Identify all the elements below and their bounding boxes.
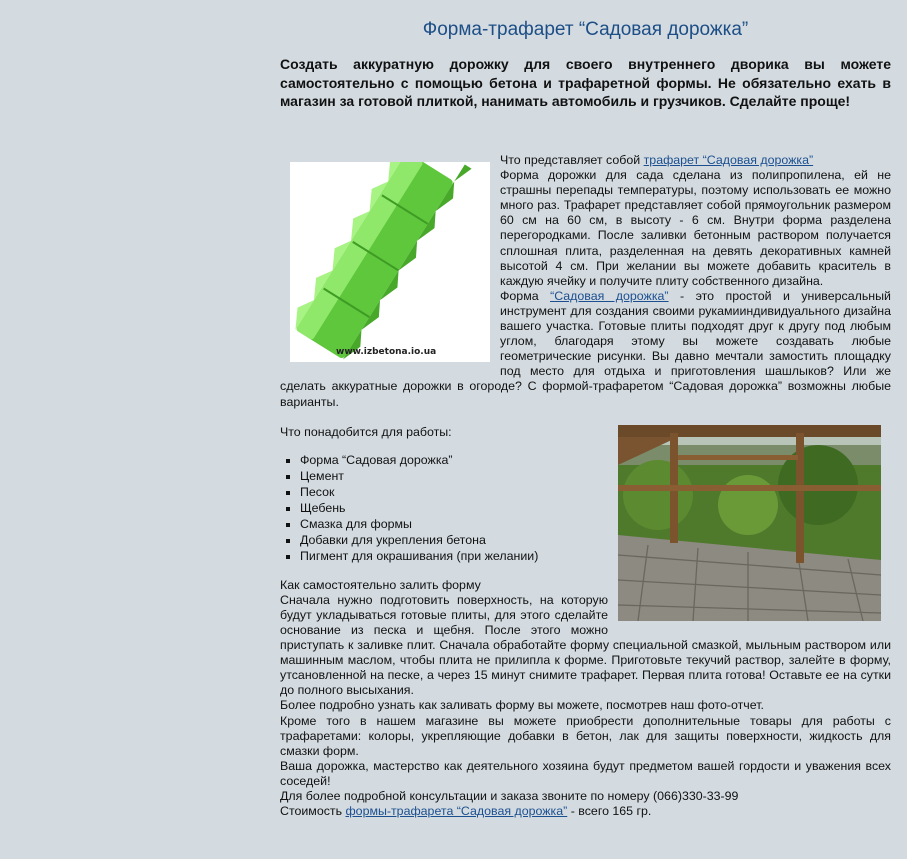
page-title: Форма-трафарет “Садовая дорожка” (422, 19, 749, 40)
list-item: ▪ Пигмент для окрашивания (при желании) (300, 548, 891, 564)
list-item: ▪ Добавки для укрепления бетона (300, 532, 891, 548)
stencil-description: Форма дорожки для сада сделана из полипропилена, ей не страшны перепады температуры, поэтому использовать ее можно много раз. Трафарет представляет собой прямоугольник размером 60 см на 60 см, в высоту - 6 см. Внутри форма разделена перегородками. После заливки бетонным раствором получается сплошная плита, разделенная на девять декоративных камней высотой 4 см. При желании вы можете добавить краситель в каждую ячейку и получите плиту собственного дизайна. (500, 168, 891, 288)
garden-photo-illustration (618, 425, 881, 621)
photo-report-note: Более подробно узнать как заливать форму вы можете, посмотрев наш фото-отчет. (280, 698, 764, 713)
article-body (280, 153, 891, 819)
price-link[interactable]: формы-трафарета “Садовая дорожка” (345, 804, 568, 819)
form-link[interactable]: “Садовая дорожка” (550, 288, 669, 303)
image-watermark: www.izbetona.io.ua (336, 346, 437, 357)
phone-text: Для более подробной консультации и заказа звоните по номеру (066)330-33-99 (280, 789, 739, 803)
price-suffix: - всего 165 гр. (567, 804, 652, 819)
form-prefix: Форма (500, 288, 551, 303)
lead-paragraph: Создать аккуратную дорожку для своего внутреннего дворика вы можете самостоятельно с помощью бетона и трафаретной формы. Не обязательно ехать в магазин за готовой плиткой, нанимать автомобиль и грузчиков. Сделайте проще! (280, 56, 891, 109)
stencil-product-image (290, 162, 490, 362)
stencil-illustration (290, 162, 490, 362)
price-prefix: Стоимость (280, 804, 346, 819)
extra-products: Кроме того в нашем магазине вы можете приобрести дополнительные товары для работы с трафаретами: колоры, укрепляющие добавки в бетон, лак для защиты поверхности, жидкость для смазки форм. (280, 713, 891, 758)
list-item: ▪ Щебень (300, 500, 891, 516)
list-item: ▪ Цемент (300, 468, 891, 484)
intro-question-text: Что представляет собой (500, 153, 644, 167)
list-item: ▪ Смазка для формы (300, 516, 891, 532)
pride-text: Ваша дорожка, мастерство как деятельного хозяина будут предметом вашей гордости и уважения всех соседей! (280, 758, 891, 788)
howto-heading: Как самостоятельно залить форму (280, 577, 481, 592)
list-item: ▪ Песок (300, 484, 891, 500)
form-text: - это простой и универсальный инструмент для создания своими рукамииндивидуального дизайна вашего участка. Готовые плиты подходят друг к другу под любым углом, благодаря этому вы можете создавать любые геометрические рисунки. Вы давно мечтали замостить площадку под место для отдыха и приготовления шашлыков? Или же сделать аккуратные дорожки в огороде? С формой-трафаретом “Садовая дорожка” возможны любые варианты. (280, 288, 891, 409)
howto-steps: Сначала нужно подготовить поверхность, на которую будут укладываться готовые плиты, для этого сделайте основание из песка и щебня. После этого можно приступать к заливке плит. Сначала обработайте форму специальной смазкой, мыльным раствором или машинным маслом, чтобы плита не прилипла к форме. Приготовьте текучий раствор, залейте в форму, утсановленной на песке, а через 15 минут снимите трафарет. Первая плита готова! Оставьте ее на сутки до полного высыхания. (280, 592, 891, 698)
price-text (280, 804, 891, 819)
stencil-link[interactable]: трафарет “Садовая дорожка” (643, 153, 814, 167)
garden-path-photo (618, 425, 881, 621)
materials-heading: Что понадобится для работы: (280, 424, 452, 439)
list-item: ▪ Форма “Садовая дорожка” (300, 452, 891, 468)
